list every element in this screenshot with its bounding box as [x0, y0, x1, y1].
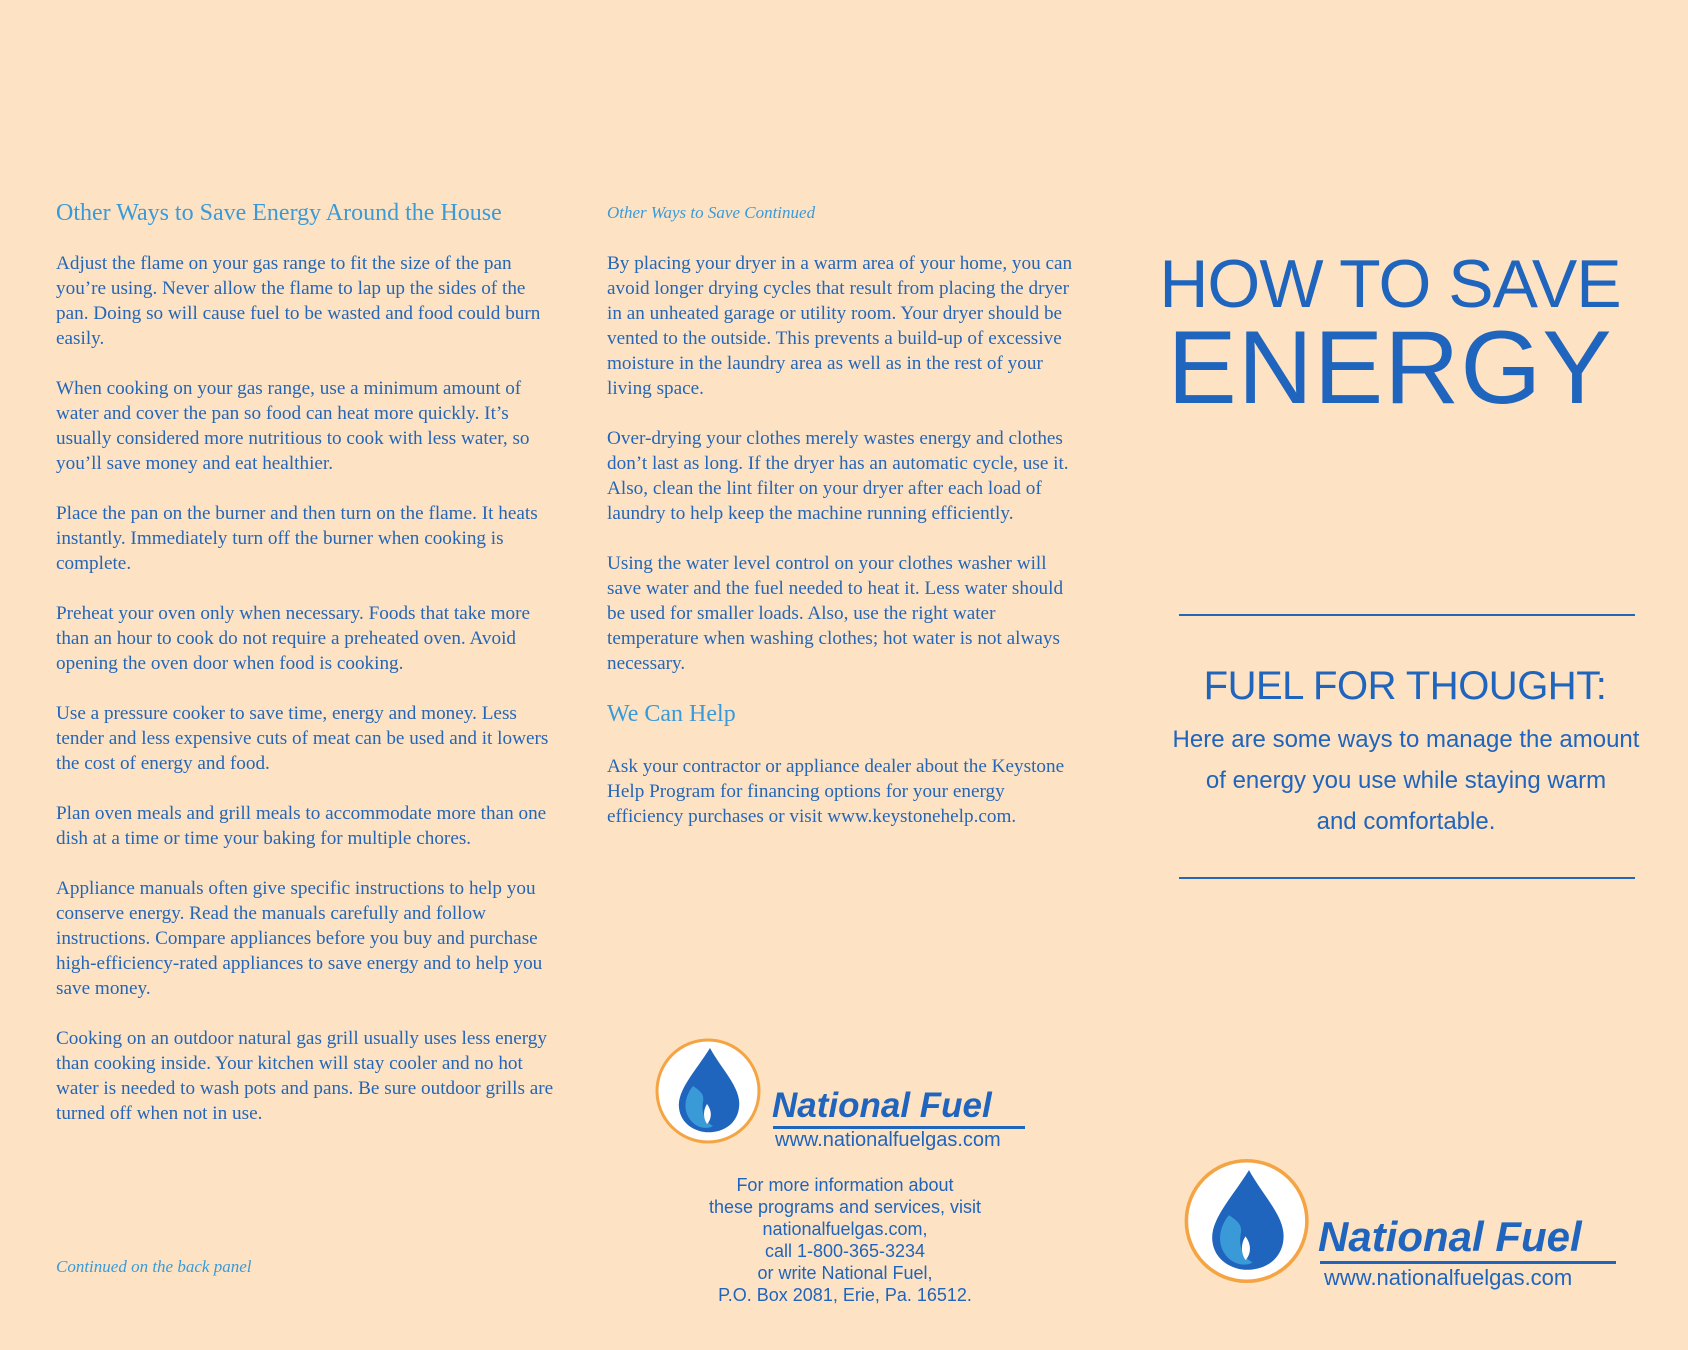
continued-heading: Other Ways to Save Continued: [607, 203, 816, 222]
paragraph: Using the water level control on your clothes washer will save water and the fuel needed to heat it. Less water should be used for smaller loads. Also, use the right water temperature when washing clothes; hot water is not always necessary.: [607, 553, 1064, 674]
logo-url: www.nationalfuelgas.com: [1324, 1265, 1573, 1290]
contact-info: [660, 1174, 1030, 1306]
national-fuel-logo-cover: [1184, 1158, 1644, 1288]
section-heading-other-ways: Other Ways to Save Energy Around the House: [56, 200, 502, 226]
left-panel: [56, 200, 556, 1151]
paragraph: Preheat your oven only when necessary. Foods that take more than an hour to cook do not require a preheated oven. Avoid opening the oven door when food is cooking.: [56, 603, 531, 674]
national-fuel-flame-icon: [655, 1038, 765, 1144]
contact-line: call 1-800-365-3234: [764, 1241, 926, 1261]
logo-brand-name: National Fuel: [1318, 1213, 1582, 1260]
tagline-line: Here are some ways to manage the amount: [1172, 726, 1640, 753]
fuel-for-thought-heading: FUEL FOR THOUGHT:: [1203, 664, 1607, 708]
paragraph: By placing your dryer in a warm area of your home, you can avoid longer drying cycles that result from placing the dryer in an unheated garage or utility room. Your dryer should be vented to the outside. This prevents a build-up of excessive moisture in the laundry area as well as in the rest of your living space.: [607, 253, 1073, 399]
help-paragraph: Ask your contractor or appliance dealer about the Keystone Help Program for financing options for your energy efficiency purchases or visit www.keystonehelp.com.: [607, 756, 1065, 827]
national-fuel-logo-middle: [655, 1038, 1035, 1158]
contact-line: or write National Fuel,: [757, 1263, 933, 1283]
divider-bottom: [1179, 877, 1635, 879]
paragraph: Appliance manuals often give specific instructions to help you conserve energy. Read the manuals carefully and follow instructions. Compare appliances before you buy and purchase high-efficiency-rated appliances to save energy and to help you save money.: [56, 878, 543, 999]
contact-line: P.O. Box 2081, Erie, Pa. 16512.: [718, 1285, 972, 1305]
divider-top: [1179, 614, 1635, 616]
cover-title-line2: ENERGY: [1167, 310, 1613, 426]
national-fuel-flame-icon: [1184, 1158, 1314, 1284]
logo-brand-name: National Fuel: [772, 1086, 992, 1125]
logo-underline: [1320, 1261, 1616, 1264]
paragraph: Adjust the flame on your gas range to fit the size of the pan you’re using. Never allow the flame to lap up the sides of the pan. Doing so will cause fuel to be wasted and food could burn easily.: [56, 253, 541, 349]
paragraph: Over-drying your clothes merely wastes energy and clothes don’t last as long. If the dryer has an automatic cycle, use it. Also, clean the lint filter on your dryer after each load of laundry to help keep the machine running efficiently.: [607, 428, 1069, 524]
cover-tagline: [1170, 719, 1642, 842]
cover-title-line1: HOW TO SAVE: [1159, 246, 1621, 322]
middle-panel: [607, 203, 1077, 854]
paragraph: Plan oven meals and grill meals to accommodate more than one dish at a time or time your baking for multiple chores.: [56, 803, 547, 849]
paragraph: Place the pan on the burner and then turn on the flame. It heats instantly. Immediately turn off the burner when cooking is complete.: [56, 503, 538, 574]
contact-line: nationalfuelgas.com,: [762, 1219, 928, 1239]
contact-line: For more information about: [736, 1175, 954, 1195]
contact-line: these programs and services, visit: [708, 1197, 982, 1217]
tagline-line: and comfortable.: [1316, 808, 1496, 835]
logo-url: www.nationalfuelgas.com: [775, 1129, 1001, 1151]
section-heading-we-can-help: We Can Help: [607, 701, 736, 727]
paragraph: Cooking on an outdoor natural gas grill usually uses less energy than cooking inside. Your kitchen will stay cooler and no hot water is needed to wash pots and pans. Be sure outdoor grills are turned off when not in use.: [56, 1028, 554, 1124]
paragraph: Use a pressure cooker to save time, energy and money. Less tender and less expensive cuts of meat can be used and it lowers the cost of energy and food.: [56, 703, 549, 774]
paragraph: When cooking on your gas range, use a minimum amount of water and cover the pan so food can heat more quickly. It’s usually considered more nutritious to cook with less water, so you’ll save money and eat healthier.: [56, 378, 530, 474]
continued-note: Continued on the back panel: [56, 1257, 252, 1276]
tagline-line: of energy you use while staying warm: [1205, 767, 1607, 794]
